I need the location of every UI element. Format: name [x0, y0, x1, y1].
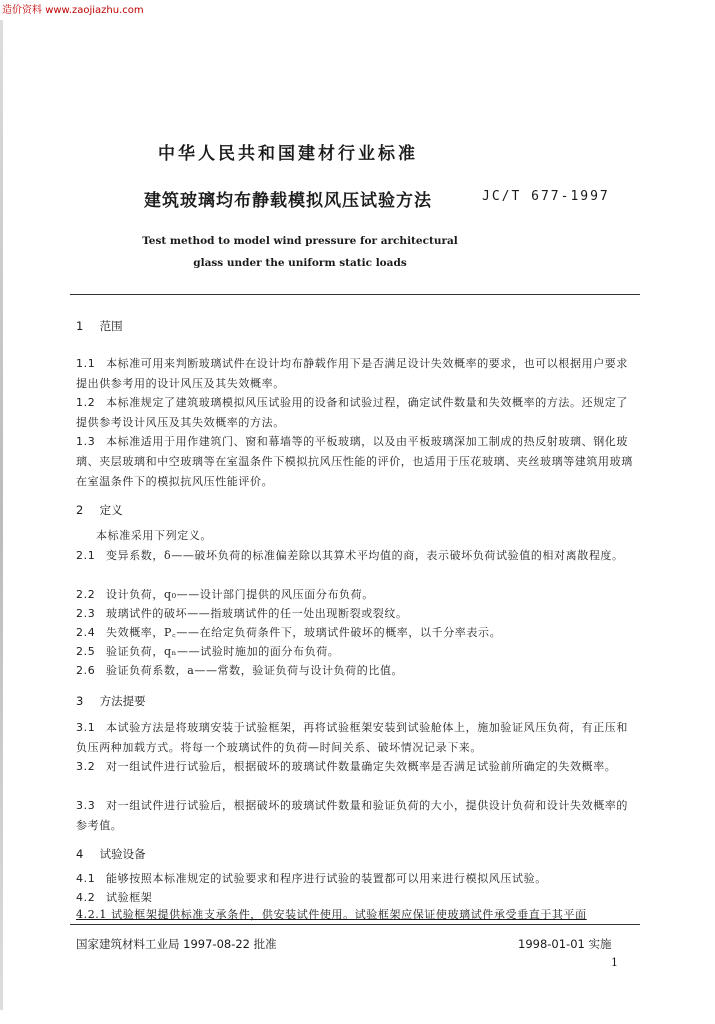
section-number: 3 — [76, 694, 84, 708]
clause-number: 4.2 — [76, 891, 96, 904]
clause-number: 1.3 — [76, 435, 96, 448]
paragraph-2-5 — [76, 642, 634, 662]
header-divider — [70, 294, 640, 295]
clause-number: 3.2 — [76, 760, 96, 773]
approval-note: 国家建筑材料工业局 1997-08-22 批准 — [76, 937, 277, 951]
watermark-url[interactable]: www.zaojiazhu.com — [45, 5, 144, 16]
clause-number: 2.5 — [76, 645, 96, 658]
clause-number: 1.1 — [76, 357, 96, 370]
section-number: 2 — [76, 503, 84, 517]
clause-text: 试验框架提供标准支承条件，供安装试件使用。试验框架应保证使玻璃试件承受垂直于其平面 — [111, 908, 587, 921]
paragraph-2-intro — [96, 526, 636, 546]
paragraph-4-1 — [76, 869, 634, 889]
paragraph-4-2 — [76, 888, 634, 908]
title-en-line-1: Test method to model wind pressure for architectural — [142, 235, 458, 247]
section-number: 4 — [76, 847, 84, 861]
section-number: 1 — [76, 319, 84, 333]
section-title: 试验设备 — [99, 847, 146, 861]
paragraph-4-2-1 — [76, 906, 642, 922]
effective-date: 1998-01-01 实施 — [518, 937, 612, 951]
paragraph-2-4 — [76, 623, 634, 643]
clause-number: 1.2 — [76, 396, 96, 409]
clause-text: 本标准适用于用作建筑门、窗和幕墙等的平板玻璃，以及由平板玻璃深加工制成的热反射玻璃、钢化玻璃、夹层玻璃和中空玻璃等在室温条件下模拟抗风压性能的评价，也适用于压花玻璃、夹丝玻璃等建筑用玻璃在室温条件下的模拟抗风压性能评价。 — [76, 435, 633, 488]
clause-text: 本试验方法是将玻璃安装于试验框架，再将试验框架安装到试验舱体上，施加验证风压负荷，有正压和负压两种加载方式。将每一个玻璃试件的负荷—时间关系、破坏情况记录下来。 — [76, 721, 628, 754]
clause-text: 本标准规定了建筑玻璃模拟风压试验用的设备和试验过程，确定试件数量和失效概率的方法。还规定了提供参考设计风压及其失效概率的方法。 — [76, 396, 628, 429]
paragraph-1-1 — [76, 354, 634, 394]
paragraph-2-6 — [76, 661, 634, 681]
paragraph-1-2 — [76, 393, 634, 433]
clause-text: 本标准可用来判断玻璃试件在设计均布静载作用下是否满足设计失效概率的要求，也可以根据用户要求提出供参考用的设计风压及其失效概率。 — [76, 357, 628, 390]
paragraph-3-1 — [76, 718, 634, 758]
paragraph-2-1 — [76, 546, 634, 566]
clause-text: 失效概率，P꜀——在给定负荷条件下，玻璃试件破坏的概率，以千分率表示。 — [106, 626, 502, 639]
clause-number: 4.2.1 — [76, 908, 107, 921]
clause-text: 本标准采用下列定义。 — [96, 529, 212, 542]
clause-text: 验证负荷系数，a——常数，验证负荷与设计负荷的比值。 — [106, 664, 404, 677]
standard-org-heading: 中华人民共和国建材行业标准 — [158, 144, 418, 164]
clause-number: 2.6 — [76, 664, 96, 677]
clause-number: 2.2 — [76, 588, 96, 601]
page-number: 1 — [611, 956, 618, 969]
section-title: 方法提要 — [99, 694, 146, 708]
clause-text: 验证负荷，qₙ——试验时施加的面分布负荷。 — [106, 645, 340, 658]
footer-divider — [70, 924, 640, 925]
clause-text: 对一组试件进行试验后，根据破坏的玻璃试件数量和验证负荷的大小，提供设计负荷和设计失效概率的参考值。 — [76, 799, 628, 832]
standard-code: JC/T 677-1997 — [482, 189, 610, 204]
document-title-cn: 建筑玻璃均布静载模拟风压试验方法 — [144, 191, 432, 211]
section-title: 范围 — [99, 319, 123, 333]
clause-number: 4.1 — [76, 872, 96, 885]
clause-text: 变异系数，δ——破坏负荷的标准偏差除以其算术平均值的商，表示破坏负荷试验值的相对离散程度。 — [106, 549, 624, 562]
clause-number: 3.3 — [76, 799, 96, 812]
paragraph-2-3 — [76, 604, 634, 624]
clause-text: 能够按照本标准规定的试验要求和程序进行试验的装置都可以用来进行模拟风压试验。 — [106, 872, 547, 885]
paragraph-3-2 — [76, 757, 634, 777]
section-heading-3 — [76, 693, 146, 709]
clause-number: 3.1 — [76, 721, 96, 734]
paragraph-1-3 — [76, 432, 634, 492]
title-en-line-2: glass under the uniform static loads — [193, 257, 407, 269]
watermark-label: 造价资料 — [2, 5, 42, 16]
section-heading-4 — [76, 846, 146, 862]
clause-text: 对一组试件进行试验后，根据破坏的玻璃试件数量确定失效概率是否满足试验前所确定的失效概率。 — [106, 760, 617, 773]
section-title: 定义 — [99, 503, 123, 517]
document-title-en — [140, 230, 460, 274]
paragraph-3-3 — [76, 796, 634, 836]
clause-text: 设计负荷，q₀——设计部门提供的风压面分布负荷。 — [106, 588, 374, 601]
clause-text: 试验框架 — [106, 891, 153, 904]
clause-number: 2.4 — [76, 626, 96, 639]
watermark — [2, 1, 144, 16]
clause-number: 2.1 — [76, 549, 96, 562]
section-heading-2 — [76, 502, 123, 518]
clause-text: 玻璃试件的破坏——指玻璃试件的任一处出现断裂或裂纹。 — [106, 607, 408, 620]
scan-edge — [0, 20, 3, 1010]
paragraph-2-2 — [76, 585, 634, 605]
section-heading-1 — [76, 318, 123, 334]
clause-number: 2.3 — [76, 607, 96, 620]
